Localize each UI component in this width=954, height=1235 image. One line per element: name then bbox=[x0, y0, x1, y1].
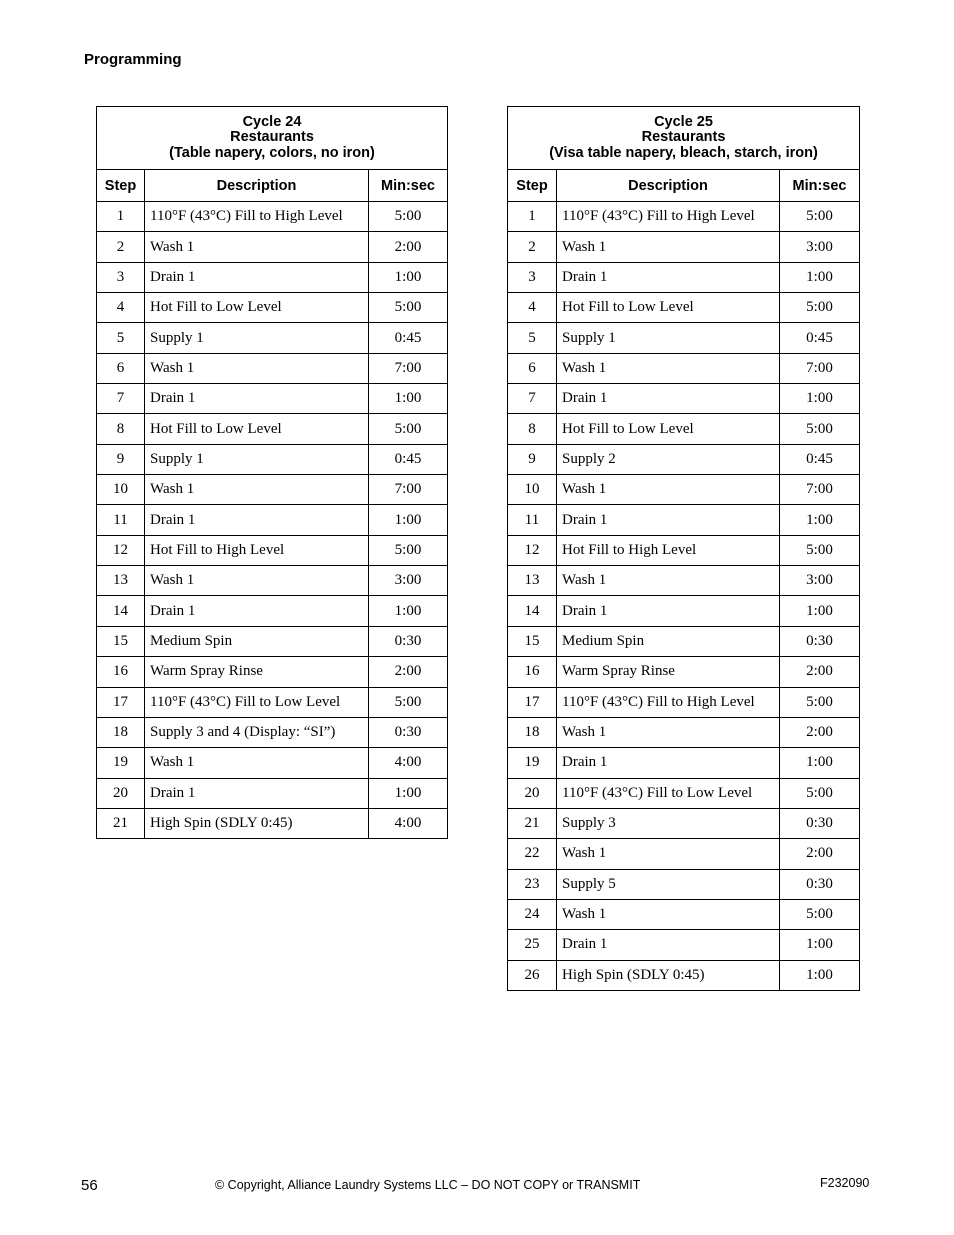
description-cell: Supply 5 bbox=[557, 869, 780, 899]
cycle-25-rows bbox=[508, 202, 860, 991]
time-cell: 2:00 bbox=[780, 717, 860, 747]
time-cell: 0:45 bbox=[369, 444, 448, 474]
table-row bbox=[508, 717, 860, 747]
step-column-header: Step bbox=[508, 170, 557, 202]
table-row bbox=[97, 202, 448, 232]
time-cell: 1:00 bbox=[369, 596, 448, 626]
time-cell: 7:00 bbox=[369, 475, 448, 505]
time-cell: 3:00 bbox=[780, 566, 860, 596]
step-cell: 4 bbox=[97, 293, 145, 323]
time-cell: 5:00 bbox=[780, 899, 860, 929]
step-cell: 11 bbox=[97, 505, 145, 535]
description-cell: Drain 1 bbox=[145, 384, 369, 414]
description-cell: 110°F (43°C) Fill to Low Level bbox=[145, 687, 369, 717]
time-cell: 5:00 bbox=[780, 778, 860, 808]
step-cell: 7 bbox=[97, 384, 145, 414]
step-cell: 10 bbox=[508, 475, 557, 505]
time-cell: 0:45 bbox=[780, 323, 860, 353]
table-row bbox=[508, 626, 860, 656]
time-cell: 5:00 bbox=[369, 535, 448, 565]
document-id: F232090 bbox=[820, 1176, 870, 1190]
time-cell: 0:30 bbox=[369, 717, 448, 747]
time-cell: 2:00 bbox=[369, 232, 448, 262]
step-cell: 1 bbox=[97, 202, 145, 232]
description-cell: Supply 1 bbox=[145, 323, 369, 353]
step-cell: 6 bbox=[508, 353, 557, 383]
step-column-header: Step bbox=[97, 170, 145, 202]
cycle-subtitle: Restaurants bbox=[641, 129, 726, 146]
time-cell: 1:00 bbox=[369, 505, 448, 535]
step-cell: 3 bbox=[97, 262, 145, 292]
description-cell: Hot Fill to Low Level bbox=[557, 293, 780, 323]
time-cell: 1:00 bbox=[780, 262, 860, 292]
description-cell: Drain 1 bbox=[557, 384, 780, 414]
time-cell: 5:00 bbox=[369, 414, 448, 444]
step-cell: 9 bbox=[97, 444, 145, 474]
table-row bbox=[508, 687, 860, 717]
step-cell: 25 bbox=[508, 930, 557, 960]
table-row bbox=[508, 353, 860, 383]
time-cell: 5:00 bbox=[780, 687, 860, 717]
step-cell: 3 bbox=[508, 262, 557, 292]
description-cell: Hot Fill to Low Level bbox=[145, 293, 369, 323]
time-cell: 5:00 bbox=[780, 535, 860, 565]
time-cell: 3:00 bbox=[780, 232, 860, 262]
step-cell: 2 bbox=[508, 232, 557, 262]
section-title: Programming bbox=[84, 51, 182, 68]
description-cell: 110°F (43°C) Fill to High Level bbox=[145, 202, 369, 232]
table-row bbox=[97, 596, 448, 626]
step-cell: 12 bbox=[508, 535, 557, 565]
table-row bbox=[508, 899, 860, 929]
description-cell: Warm Spray Rinse bbox=[145, 657, 369, 687]
table-row bbox=[97, 262, 448, 292]
description-cell: Wash 1 bbox=[557, 475, 780, 505]
table-row bbox=[97, 808, 448, 838]
description-cell: Wash 1 bbox=[557, 717, 780, 747]
table-row bbox=[508, 232, 860, 262]
time-cell: 1:00 bbox=[780, 960, 860, 990]
table-row bbox=[508, 414, 860, 444]
table-row bbox=[97, 626, 448, 656]
step-cell: 10 bbox=[97, 475, 145, 505]
time-cell: 0:30 bbox=[369, 626, 448, 656]
cycle-header bbox=[97, 107, 448, 170]
table-row bbox=[97, 444, 448, 474]
time-cell: 3:00 bbox=[369, 566, 448, 596]
time-cell: 4:00 bbox=[369, 748, 448, 778]
table-row bbox=[508, 323, 860, 353]
cycle-24-table bbox=[96, 106, 448, 839]
description-cell: Wash 1 bbox=[145, 566, 369, 596]
description-column-header: Description bbox=[145, 170, 369, 202]
description-cell: Wash 1 bbox=[557, 899, 780, 929]
step-cell: 24 bbox=[508, 899, 557, 929]
time-cell: 5:00 bbox=[780, 293, 860, 323]
step-cell: 6 bbox=[97, 353, 145, 383]
step-cell: 16 bbox=[508, 657, 557, 687]
table-row bbox=[97, 566, 448, 596]
cycle-title: Cycle 25 bbox=[654, 113, 713, 130]
time-cell: 1:00 bbox=[780, 505, 860, 535]
step-cell: 21 bbox=[508, 808, 557, 838]
table-row bbox=[508, 475, 860, 505]
description-cell: Drain 1 bbox=[557, 748, 780, 778]
description-column-header: Description bbox=[557, 170, 780, 202]
table-row bbox=[508, 566, 860, 596]
table-row bbox=[508, 293, 860, 323]
table-row bbox=[97, 717, 448, 747]
step-cell: 18 bbox=[508, 717, 557, 747]
description-cell: Supply 3 bbox=[557, 808, 780, 838]
step-cell: 13 bbox=[97, 566, 145, 596]
step-cell: 13 bbox=[508, 566, 557, 596]
time-cell: 1:00 bbox=[780, 384, 860, 414]
description-cell: Warm Spray Rinse bbox=[557, 657, 780, 687]
step-cell: 5 bbox=[97, 323, 145, 353]
time-cell: 2:00 bbox=[780, 657, 860, 687]
step-cell: 22 bbox=[508, 839, 557, 869]
description-cell: Hot Fill to High Level bbox=[145, 535, 369, 565]
description-cell: Hot Fill to Low Level bbox=[145, 414, 369, 444]
description-cell: 110°F (43°C) Fill to Low Level bbox=[557, 778, 780, 808]
description-cell: Wash 1 bbox=[557, 839, 780, 869]
description-cell: Wash 1 bbox=[145, 475, 369, 505]
description-cell: Drain 1 bbox=[557, 596, 780, 626]
table-row bbox=[508, 262, 860, 292]
page-number: 56 bbox=[81, 1177, 98, 1194]
step-cell: 20 bbox=[97, 778, 145, 808]
step-cell: 14 bbox=[97, 596, 145, 626]
table-row bbox=[97, 475, 448, 505]
step-cell: 4 bbox=[508, 293, 557, 323]
step-cell: 1 bbox=[508, 202, 557, 232]
table-row bbox=[508, 839, 860, 869]
time-cell: 1:00 bbox=[369, 262, 448, 292]
step-cell: 7 bbox=[508, 384, 557, 414]
cycle-24-rows bbox=[97, 202, 448, 839]
step-cell: 8 bbox=[508, 414, 557, 444]
description-cell: Drain 1 bbox=[557, 930, 780, 960]
step-cell: 2 bbox=[97, 232, 145, 262]
step-cell: 8 bbox=[97, 414, 145, 444]
step-cell: 19 bbox=[508, 748, 557, 778]
table-row bbox=[508, 808, 860, 838]
time-cell: 0:30 bbox=[780, 869, 860, 899]
step-cell: 20 bbox=[508, 778, 557, 808]
step-cell: 17 bbox=[97, 687, 145, 717]
table-row bbox=[508, 778, 860, 808]
time-cell: 7:00 bbox=[780, 475, 860, 505]
time-cell: 1:00 bbox=[780, 748, 860, 778]
time-cell: 5:00 bbox=[780, 202, 860, 232]
table-row bbox=[508, 384, 860, 414]
step-cell: 5 bbox=[508, 323, 557, 353]
table-row bbox=[97, 323, 448, 353]
table-row bbox=[508, 505, 860, 535]
table-row bbox=[97, 535, 448, 565]
description-cell: Drain 1 bbox=[145, 262, 369, 292]
cycle-subtitle: Restaurants bbox=[230, 129, 314, 146]
table-row bbox=[97, 293, 448, 323]
step-cell: 15 bbox=[508, 626, 557, 656]
description-cell: High Spin (SDLY 0:45) bbox=[557, 960, 780, 990]
time-column-header: Min:sec bbox=[780, 170, 860, 202]
description-cell: 110°F (43°C) Fill to High Level bbox=[557, 202, 780, 232]
step-cell: 16 bbox=[97, 657, 145, 687]
step-cell: 15 bbox=[97, 626, 145, 656]
time-cell: 2:00 bbox=[780, 839, 860, 869]
description-cell: Hot Fill to High Level bbox=[557, 535, 780, 565]
description-cell: Supply 1 bbox=[557, 323, 780, 353]
step-cell: 17 bbox=[508, 687, 557, 717]
table-row bbox=[97, 353, 448, 383]
step-cell: 9 bbox=[508, 444, 557, 474]
description-cell: Medium Spin bbox=[145, 626, 369, 656]
time-cell: 5:00 bbox=[369, 202, 448, 232]
step-cell: 18 bbox=[97, 717, 145, 747]
table-row bbox=[508, 960, 860, 990]
step-cell: 26 bbox=[508, 960, 557, 990]
time-column-header: Min:sec bbox=[369, 170, 448, 202]
description-cell: Supply 3 and 4 (Display: “SI”) bbox=[145, 717, 369, 747]
step-cell: 21 bbox=[97, 808, 145, 838]
description-cell: Supply 1 bbox=[145, 444, 369, 474]
description-cell: Medium Spin bbox=[557, 626, 780, 656]
description-cell: High Spin (SDLY 0:45) bbox=[145, 808, 369, 838]
cycle-25-table bbox=[507, 106, 860, 991]
time-cell: 1:00 bbox=[780, 596, 860, 626]
time-cell: 0:30 bbox=[780, 626, 860, 656]
table-row bbox=[508, 748, 860, 778]
table-row bbox=[508, 869, 860, 899]
table-row bbox=[508, 535, 860, 565]
time-cell: 7:00 bbox=[369, 353, 448, 383]
step-cell: 19 bbox=[97, 748, 145, 778]
time-cell: 0:45 bbox=[780, 444, 860, 474]
description-cell: Drain 1 bbox=[557, 262, 780, 292]
description-cell: Drain 1 bbox=[145, 505, 369, 535]
table-row bbox=[508, 596, 860, 626]
time-cell: 7:00 bbox=[780, 353, 860, 383]
table-row bbox=[97, 748, 448, 778]
time-cell: 2:00 bbox=[369, 657, 448, 687]
description-cell: Drain 1 bbox=[557, 505, 780, 535]
time-cell: 0:30 bbox=[780, 808, 860, 838]
table-row bbox=[97, 384, 448, 414]
description-cell: Wash 1 bbox=[557, 232, 780, 262]
time-cell: 1:00 bbox=[369, 778, 448, 808]
table-row bbox=[508, 657, 860, 687]
description-cell: Wash 1 bbox=[145, 353, 369, 383]
description-cell: Drain 1 bbox=[145, 596, 369, 626]
description-cell: Wash 1 bbox=[557, 566, 780, 596]
cycle-note: (Table napery, colors, no iron) bbox=[169, 144, 375, 161]
table-row bbox=[508, 444, 860, 474]
time-cell: 1:00 bbox=[369, 384, 448, 414]
table-row bbox=[97, 778, 448, 808]
description-cell: Drain 1 bbox=[145, 778, 369, 808]
time-cell: 0:45 bbox=[369, 323, 448, 353]
description-cell: Wash 1 bbox=[145, 232, 369, 262]
step-cell: 11 bbox=[508, 505, 557, 535]
description-cell: Supply 2 bbox=[557, 444, 780, 474]
step-cell: 23 bbox=[508, 869, 557, 899]
table-row bbox=[97, 687, 448, 717]
time-cell: 1:00 bbox=[780, 930, 860, 960]
description-cell: Wash 1 bbox=[145, 748, 369, 778]
time-cell: 5:00 bbox=[780, 414, 860, 444]
table-row bbox=[97, 505, 448, 535]
description-cell: Wash 1 bbox=[557, 353, 780, 383]
time-cell: 5:00 bbox=[369, 293, 448, 323]
description-cell: Hot Fill to Low Level bbox=[557, 414, 780, 444]
copyright-notice: © Copyright, Alliance Laundry Systems LLC – DO NOT COPY or TRANSMIT bbox=[215, 1178, 641, 1192]
cycle-note: (Visa table napery, bleach, starch, iron) bbox=[549, 144, 818, 161]
step-cell: 14 bbox=[508, 596, 557, 626]
table-row bbox=[508, 930, 860, 960]
step-cell: 12 bbox=[97, 535, 145, 565]
time-cell: 5:00 bbox=[369, 687, 448, 717]
time-cell: 4:00 bbox=[369, 808, 448, 838]
table-row bbox=[97, 414, 448, 444]
table-row bbox=[508, 202, 860, 232]
cycle-title: Cycle 24 bbox=[242, 113, 302, 130]
cycle-header bbox=[508, 107, 860, 170]
table-row bbox=[97, 232, 448, 262]
description-cell: 110°F (43°C) Fill to High Level bbox=[557, 687, 780, 717]
table-row bbox=[97, 657, 448, 687]
